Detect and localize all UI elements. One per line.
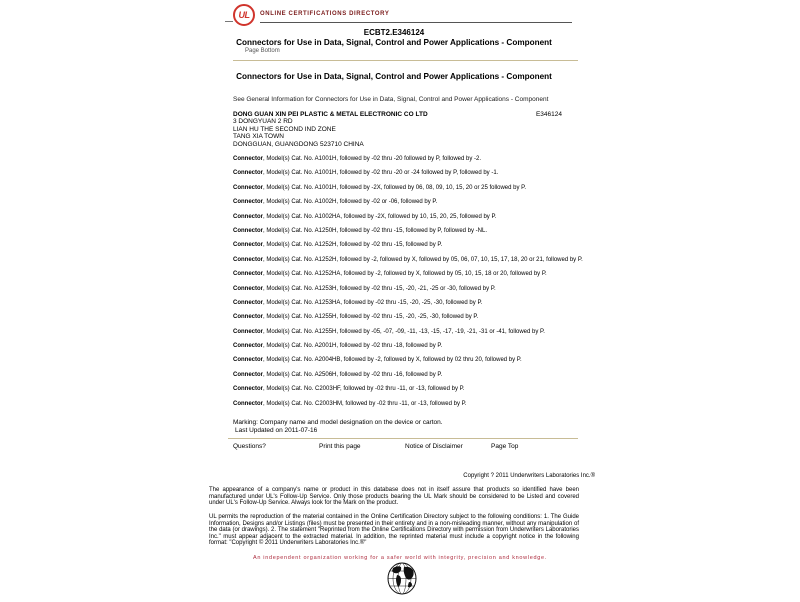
company-address-line: LIAN HU THE SECOND IND ZONE bbox=[233, 125, 336, 133]
company-address-line: 3 DONGYUAN 2 RD bbox=[233, 118, 293, 126]
listing-row bbox=[233, 386, 578, 393]
listing-type: Connector bbox=[233, 184, 263, 191]
listing-desc: , Model(s) Cat. No. A1255H, followed by -02 thru -15, -20, -25, -30, followed by P. bbox=[263, 314, 479, 321]
directory-title: ONLINE CERTIFICATIONS DIRECTORY bbox=[260, 11, 572, 23]
listing-row bbox=[233, 401, 578, 408]
ul-logo-icon bbox=[233, 4, 255, 26]
reproduction-paragraph: UL permits the reproduction of the material contained in the Online Certification Directory subject to the following conditions: 1. The Guide Information, Designs and/or Listings (files) must be presented in their entirety and in a non-misleading manner, without any manipulation of the data (or drawings). 2. The statement "Reprinted from the Online Certifications Directory with permission from Underwriters Laboratories Inc." must appear adjacent to the extracted material. In addition, the reprinted material must include a copyright notice in the following format: "Copyright © 2011 Underwriters Laboratories Inc.®" bbox=[209, 514, 579, 546]
page-title: Connectors for Use in Data, Signal, Control and Power Applications - Component bbox=[236, 38, 552, 47]
copyright-line: Copyright ? 2011 Underwriters Laboratories Inc.® bbox=[463, 473, 595, 479]
listing-desc: , Model(s) Cat. No. A1250H, followed by -02 thru -15, followed by P, followed by -NL. bbox=[263, 227, 488, 234]
listing-desc: , Model(s) Cat. No. A1255H, followed by -05, -07, -09, -11, -13, -15, -17, -19, -21, -31 or -41, followed by P. bbox=[263, 328, 545, 335]
footer-link[interactable]: Print this page bbox=[319, 443, 361, 450]
listing-row bbox=[233, 242, 578, 249]
file-code-title: ECBT2.E346124 bbox=[363, 28, 425, 37]
last-updated: Last Updated on 2011-07-16 bbox=[235, 426, 318, 434]
listing-type: Connector bbox=[233, 400, 263, 407]
listing-row bbox=[233, 214, 578, 221]
file-number: E346124 bbox=[535, 111, 562, 118]
listing-row bbox=[233, 329, 578, 336]
page-bottom-link[interactable]: Page Bottom bbox=[245, 48, 280, 54]
listing-desc: , Model(s) Cat. No. A1253HA, followed by -02 thru -15, -20, -25, -30, followed by P. bbox=[263, 299, 483, 306]
listing-desc: , Model(s) Cat. No. A1001H, followed by -02 thru -20 or -24 followed by P, followed by -1. bbox=[263, 170, 499, 177]
company-header-row bbox=[233, 111, 578, 118]
listing-type: Connector bbox=[233, 343, 263, 350]
listing-desc: , Model(s) Cat. No. A1252HA, followed by -2, followed by X, followed by 05, 10, 15, 18 or 20, followed by P. bbox=[263, 271, 547, 278]
footer-link[interactable]: Page Top bbox=[491, 443, 519, 450]
listing-type: Connector bbox=[233, 314, 263, 321]
content-column bbox=[209, 0, 595, 602]
company-name: DONG GUAN XIN PEI PLASTIC & METAL ELECTRONIC CO LTD bbox=[233, 111, 428, 118]
footer-links-row bbox=[233, 443, 578, 450]
section-title: Connectors for Use in Data, Signal, Control and Power Applications - Component bbox=[236, 72, 552, 81]
listing-row bbox=[233, 300, 578, 307]
listing-row bbox=[233, 271, 578, 278]
listing-row bbox=[233, 185, 578, 192]
company-address-line: TANG XIA TOWN bbox=[233, 133, 284, 141]
listing-row bbox=[233, 314, 578, 321]
listing-type: Connector bbox=[233, 227, 263, 234]
listing-desc: , Model(s) Cat. No. A1002H, followed by -02 or -06, followed by P. bbox=[263, 199, 438, 206]
listing-desc: , Model(s) Cat. No. A2004HB, followed by -2, followed by X, followed by 02 thru 20, followed by P. bbox=[263, 357, 522, 364]
listings bbox=[233, 156, 583, 415]
listing-type: Connector bbox=[233, 213, 263, 220]
footer-link[interactable]: Questions? bbox=[233, 443, 266, 450]
listing-desc: , Model(s) Cat. No. A1252H, followed by -02 thru -15, followed by P. bbox=[263, 242, 443, 249]
listing-type: Connector bbox=[233, 170, 263, 177]
divider-top bbox=[233, 60, 578, 61]
company-address bbox=[233, 118, 578, 148]
ul-logo-text: UL bbox=[238, 10, 250, 20]
listing-desc: , Model(s) Cat. No. C2003HF, followed by -02 thru -11, or -13, followed by P. bbox=[263, 386, 465, 393]
listing-row bbox=[233, 286, 578, 293]
listing-desc: , Model(s) Cat. No. A1253H, followed by -02 thru -15, -20, -21, -25 or -30, followed by P. bbox=[263, 285, 496, 292]
listing-row bbox=[233, 199, 578, 206]
listing-row bbox=[233, 343, 578, 350]
listing-row bbox=[233, 228, 578, 235]
listing-desc: , Model(s) Cat. No. A1252H, followed by -2, followed by X, followed by 05, 06, 07, 10, 15, 17, 18, 20 or 21, followed by P. bbox=[263, 256, 583, 263]
see-general-info-link[interactable]: See General Information for Connectors for Use in Data, Signal, Control and Power Applications - Component bbox=[233, 96, 549, 103]
listing-type: Connector bbox=[233, 242, 263, 249]
listing-type: Connector bbox=[233, 256, 263, 263]
listing-row bbox=[233, 156, 578, 163]
page-title-block bbox=[189, 28, 599, 48]
listing-type: Connector bbox=[233, 357, 263, 364]
site-header bbox=[233, 4, 572, 28]
globe-icon bbox=[387, 562, 417, 600]
company-block bbox=[233, 111, 578, 148]
listing-type: Connector bbox=[233, 285, 263, 292]
ul-tagline: An independent organization working for a safer world with integrity, precision and knowledge. bbox=[252, 555, 548, 561]
disclaimer-paragraph: The appearance of a company's name or product in this database does not in itself assure that products so identified have been manufactured under UL's Follow-Up Service. Only those products bearing the UL Mark should be considered to be Listed and covered under UL's Follow-Up Service. Always look for the Mark on the product. bbox=[209, 487, 579, 506]
listing-desc: , Model(s) Cat. No. C2003HM, followed by -02 thru -11, or -13, followed by P. bbox=[263, 400, 467, 407]
listing-desc: , Model(s) Cat. No. A1001H, followed by -2X, followed by 06, 08, 09, 10, 15, 20 or 25 followed by P. bbox=[263, 184, 527, 191]
listing-row bbox=[233, 357, 578, 364]
listing-type: Connector bbox=[233, 271, 263, 278]
marking-line: Marking: Company name and model designation on the device or carton. bbox=[233, 419, 443, 426]
listing-type: Connector bbox=[233, 328, 263, 335]
divider-bottom bbox=[228, 438, 578, 439]
footer-link[interactable]: Notice of Disclaimer bbox=[405, 443, 463, 450]
listing-type: Connector bbox=[233, 386, 263, 393]
listing-desc: , Model(s) Cat. No. A1002HA, followed by -2X, followed by 10, 15, 20, 25, followed by P. bbox=[263, 213, 497, 220]
listing-desc: , Model(s) Cat. No. A2001H, followed by -02 thru -18, followed by P. bbox=[263, 343, 443, 350]
listing-desc: , Model(s) Cat. No. A2506H, followed by -02 thru -16, followed by P. bbox=[263, 371, 443, 378]
listing-row bbox=[233, 256, 583, 264]
company-address-line: DONGGUAN, GUANGDONG 523710 CHINA bbox=[233, 140, 364, 148]
listing-type: Connector bbox=[233, 371, 263, 378]
listing-type: Connector bbox=[233, 156, 263, 162]
listing-row bbox=[233, 372, 578, 379]
marking-block bbox=[233, 419, 443, 434]
listing-row bbox=[233, 170, 578, 177]
listing-desc: , Model(s) Cat. No. A1001H, followed by -02 thru -20 followed by P, followed by -2. bbox=[263, 156, 482, 162]
header-rule-left bbox=[225, 21, 233, 22]
listing-type: Connector bbox=[233, 299, 263, 306]
listing-type: Connector bbox=[233, 199, 263, 206]
